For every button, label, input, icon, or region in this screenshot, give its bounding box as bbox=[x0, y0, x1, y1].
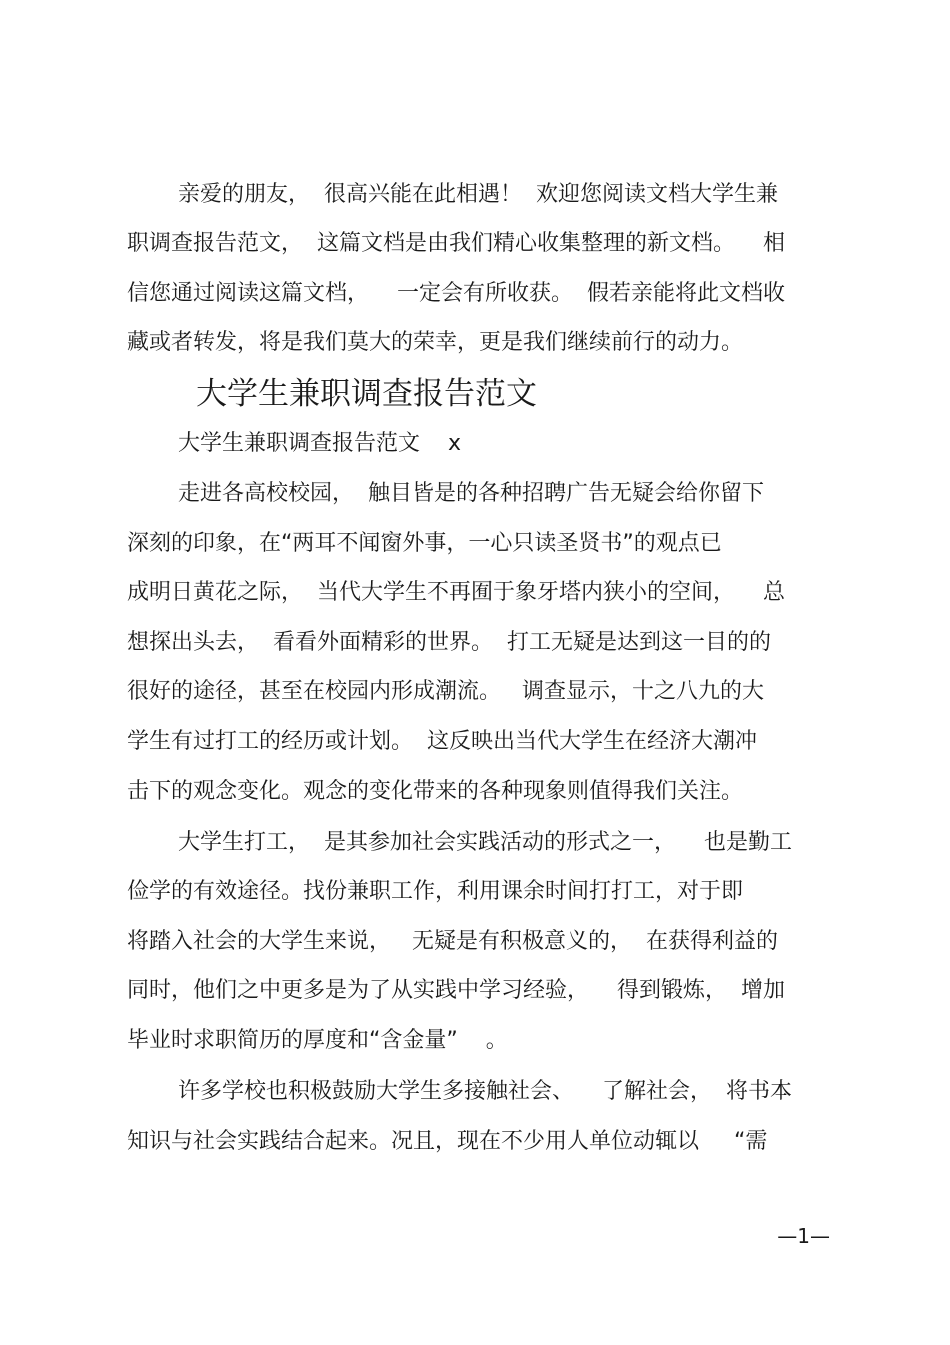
paragraph-line: 将踏入社会的大学生来说， 无疑是有积极意义的， 在获得利益的 bbox=[127, 929, 778, 954]
paragraph-line: 学生有过打工的经历或计划。 这反映出当代大学生在经济大潮冲 bbox=[127, 729, 757, 754]
paragraph-line: 俭学的有效途径。找份兼职工作，利用课余时间打打工，对于即 bbox=[127, 879, 744, 904]
paragraph-line: 深刻的印象，在“两耳不闻窗外事，一心只读圣贤书”的观点已 bbox=[127, 531, 722, 556]
document-subtitle: 大学生兼职调查报告范文 x bbox=[178, 431, 461, 456]
paragraph-line: 大学生打工， 是其参加社会实践活动的形式之一， 也是勤工 bbox=[178, 830, 792, 855]
intro-line: 信您通过阅读这篇文档， 一定会有所收获。 假若亲能将此文档收 bbox=[127, 281, 785, 306]
paragraph-line: 成明日黄花之际， 当代大学生不再囿于象牙塔内狭小的空间， 总 bbox=[127, 580, 785, 605]
paragraph-line: 同时，他们之中更多是为了从实践中学习经验， 得到锻炼， 增加 bbox=[127, 978, 785, 1003]
paragraph-line: 毕业时求职简历的厚度和“含金量” 。 bbox=[127, 1028, 508, 1053]
paragraph-line: 许多学校也积极鼓励大学生多接触社会、 了解社会， 将书本 bbox=[178, 1079, 792, 1104]
paragraph-line: 知识与社会实践结合起来。况且，现在不少用人单位动辄以 “需 bbox=[127, 1129, 768, 1154]
paragraph-line: 想探出头去， 看看外面精彩的世界。 打工无疑是达到这一目的的 bbox=[127, 630, 771, 655]
paragraph-line: 击下的观念变化。观念的变化带来的各种现象则值得我们关注。 bbox=[127, 779, 744, 804]
page-number: —1— bbox=[777, 1224, 830, 1248]
paragraph-line: 很好的途径，甚至在校园内形成潮流。 调查显示，十之八九的大 bbox=[127, 679, 764, 704]
paragraph-line: 走进各高校校园， 触目皆是的各种招聘广告无疑会给你留下 bbox=[178, 481, 764, 506]
document-title: 大学生兼职调查报告范文 bbox=[196, 376, 537, 412]
intro-line: 职调查报告范文， 这篇文档是由我们精心收集整理的新文档。 相 bbox=[127, 231, 785, 256]
intro-line: 藏或者转发，将是我们莫大的荣幸，更是我们继续前行的动力。 bbox=[127, 330, 744, 355]
intro-line: 亲爱的朋友， 很高兴能在此相遇！ 欢迎您阅读文档大学生兼 bbox=[178, 182, 778, 207]
